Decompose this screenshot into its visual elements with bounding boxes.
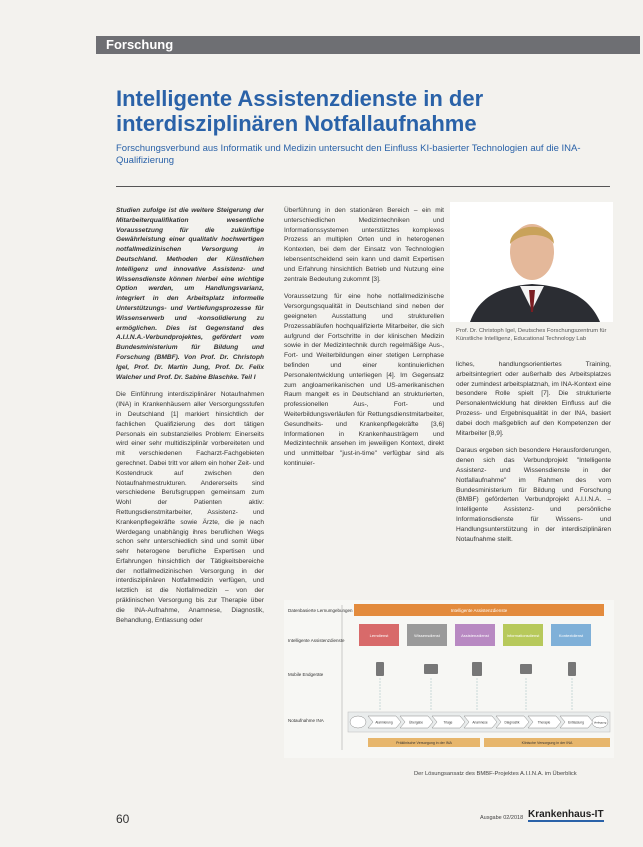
- column-2: [284, 206, 444, 580]
- diagram-bottom-left-label: Präklinische Versorgung in der INA: [396, 741, 452, 745]
- diagram-row-label: Notaufnahme INA: [288, 718, 324, 723]
- diagram-service-label: Assistenzdienst: [461, 633, 489, 638]
- photo-caption: Prof. Dr. Christoph Igel, Deutsches Forschungszentrum für Künstliche Intelligenz, Educational Technology Lab: [456, 328, 607, 342]
- diagram-process-chain: [348, 712, 610, 732]
- column-1: [116, 206, 264, 754]
- diagram-step-label: Entlassung: [568, 720, 584, 725]
- diagram-step-label: Alarmierung: [375, 720, 393, 725]
- diagram-row-label: Intelligente Assistenzdienste: [288, 638, 345, 643]
- article-intro: Studien zufolge ist die weitere Steigerung der Mitarbeiterqualifikation wesentliche Voraussetzung für die zukünftige Gewährleistung einer qualitativ hochwertigen notfallmedizinischen Versorgung in Deutschland. Methoden der Künstlichen Intelligenz und innovative Assistenz- und Wissensdienste können hierbei eine wichtige Option werden, um Handlungsvarianz, integriert in den Arbeitsplatz informelle Unterstützungs- und Vertiefungsprozesse für Wissenserwerb und -konsolidierung zu ermöglichen. Dies ist Gegenstand des A.I.I.N.A.-Verbundprojektes, gefördert vom Bundesministerium für Bildung und Forschung (BMBF). Von Prof. Dr. Christoph Igel, Prof. Dr. Martin Jung, Prof. Dr. Felix Walcher und Prof. Dr. Sabine Blaschke. Teil I: [116, 207, 264, 381]
- diagram-step-label: Anamnese: [472, 720, 488, 725]
- column-3-body-2: Daraus ergeben sich besondere Herausforderungen, denen sich das Verbundprojekt "Intelligente Assistenz- und Wissensdienste in der Notfallaufnahme" im Rahmen des vom Bundesministerium für Bildung und Forschung (BMBF) geförderten Verbundprojekt A.I.I.N.A. – Intelligente Assistenz- und persönliche Informationsdienste für Wissens- und Handlungsunterstützung in der interdisziplinären Notaufnahme stellt.: [456, 447, 611, 543]
- diagram-service-label: Informationsdienst: [506, 633, 540, 638]
- column-3: [456, 360, 611, 582]
- diagram-row-label: Datenbasierte Lernumgebungen: [288, 608, 353, 613]
- diagram-bottom-right-label: Klinische Versorgung in der INA: [521, 741, 573, 745]
- author-photo: [450, 202, 613, 322]
- section-label: Forschung: [106, 37, 174, 52]
- magazine-logo: Krankenhaus-IT: [528, 809, 604, 820]
- page-number: 60: [116, 812, 130, 826]
- column-3-body-1: liches, handlungsorientiertes Training, arbeitsintegriert oder außerhalb des Arbeitsplatzes oder zumindest arbeitsplatznah, im INA-Kontext eine besondere Rolle spielt [7]. Die strukturierte Personalentwicklung hat direkten Einfluss auf die Prozess- und Ergebnisqualität in der INA, basiert dabei doch maßgeblich auf den Kompetenzen der Mitarbeiter [8,9].: [456, 361, 611, 437]
- section-tab: [96, 36, 640, 54]
- diagram-service-label: Lerndienst: [369, 633, 389, 638]
- column-1-body: Die Einführung interdisziplinärer Notaufnahmen (INA) in Krankenhäusern aller Versorgungsstufen in Deutschland [1] markiert hinsichtlich der fachlichen Qualifizierung des dort tätigen Personals ein substanzielles Problem: Einerseits wird einer sehr multidisziplinär vorbereiteten und mit verschiedenen Facharzt-Fachgebieten gerechnet. Dabei tritt vor allem ein hoher Zeit- und Kostendruck auf zwischen den Notaufnahmestrukturen. Andererseits sind verschiedene Berufsgruppen gemeinsam zum Wohl der Patienten aktiv: Rettungsdienstmitarbeiter, Assistenz- und Krankenpflegekräfte sowie Ärzte, die je nach Werdegang unabhängig ihres beruflichen Wegs schon sehr unterschiedlich sind und somit über sehr heterogene berufliche Expertisen und Erfahrungen hinsichtlich der Tätigkeitsbereiche der notfallmedizinischen Versorgung in der interdisziplinären Notfallmedizin verfügen, und letztlich ist die Notfallmedizin – von der präklinischen Versorgung bis zur Therapie über die INA-Aufnahme, Anamnese, Diagnostik, Behandlung, Entlassung oder: [116, 391, 264, 624]
- article-subtitle: Forschungsverbund aus Informatik und Medizin untersucht den Einfluss KI-basierter Technologien auf die INA-Qualifizierung: [116, 143, 581, 166]
- diagram-caption: Der Lösungsansatz des BMBF-Projektes A.I.I.N.A. im Überblick: [414, 771, 577, 777]
- diagram-step-label: Verlegung: [593, 720, 607, 725]
- title-divider: [116, 186, 610, 187]
- diagram-step-label: Therapie: [537, 720, 551, 725]
- column-2-body-1: Überführung in den stationären Bereich – ein mit unterschiedlichen Medizintechniken und Informationssystemen unterstütztes komplexes Prozess an multiplen Orten und in heterogenen Kontexten, bei dem der Einsatz von Technologien lebensentscheidend sein kann und damit Expertisen und Erfahrung hinsichtlich Betrieb und Nutzung eine zentrale Bedeutung zukommt [3].: [284, 207, 444, 283]
- column-2-body-2: Voraussetzung für eine hohe notfallmedizinische Versorgungsqualität in Deutschland sind neben der geeigneten Ausstattung und strukturellen Prozessabläufen hochqualifizierte Mitarbeiter, die sich aufgrund der Fortschritte in der klinischen Medizin sowie in der Medizintechnik durch regelmäßige Aus-, Fort- und Weiterbildungen einer stetigen Lernphase befinden und einer kontinuierlichen Personalentwicklung unterliegen [4]. Im Gegensatz zum angloamerikanischen und US-amerikanischen Raum mangelt es in Deutschland an strukturierten, professionellen Aus-, Fort- und Weiterbildungsverläufen für Rettungsdienstmitarbeiter, Gesundheits- und Krankenpflegekräfte [3,6] Informationen in Krankenhausträgern und Medizintechnik ansehen im jeweiligen Kontext, direkt und unmittelbar "just-in-time" verfügbar sind als kontinuier-: [284, 293, 444, 467]
- diagram-step-label: Triage: [443, 720, 453, 725]
- diagram-service-boxes: [359, 624, 591, 646]
- project-diagram: [284, 600, 614, 758]
- diagram-top-label: Intelligente Assistenzdienste: [450, 608, 508, 613]
- diagram-service-label: Wissensdienst: [414, 633, 440, 638]
- diagram-service-label: Kontextdienst: [558, 633, 584, 638]
- diagram-row-label: Mobile Endgeräte: [288, 672, 324, 677]
- issue-label: Ausgabe 02/2018: [480, 815, 524, 821]
- diagram-step-label: Diagnostik: [504, 720, 520, 725]
- article-title: Intelligente Assistenzdienste in der interdisziplinären Notfallaufnahme: [116, 86, 484, 136]
- diagram-step-label: Übergabe: [409, 720, 423, 725]
